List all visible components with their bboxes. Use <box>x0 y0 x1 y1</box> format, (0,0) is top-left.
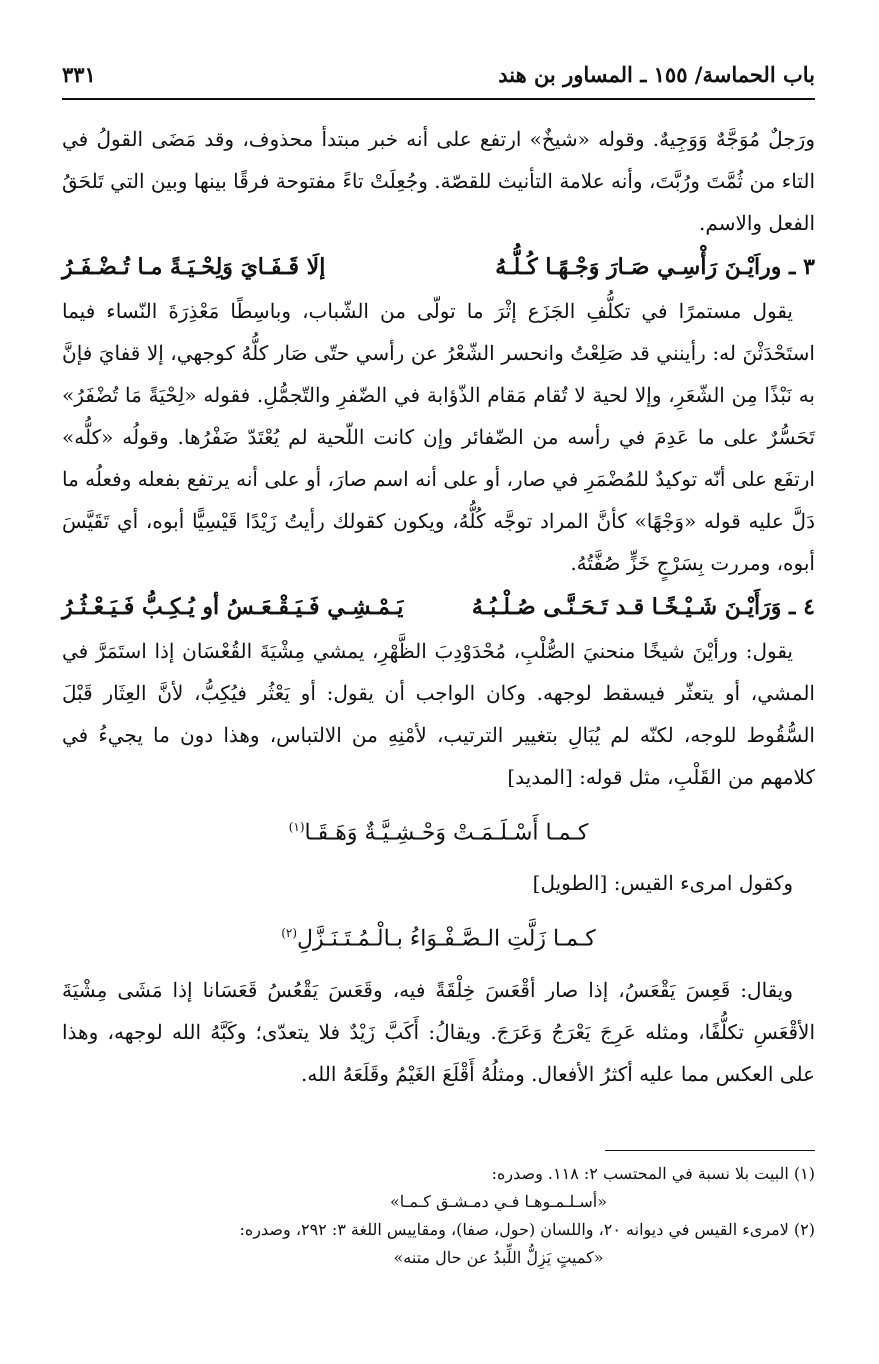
footnote-1-quote: «أسـلـمـوهـا فـي دمـشـق كـمـا» <box>389 1192 608 1211</box>
footnote-2-quote: «كميتٍ يَزِلُّ اللِّبدُ عن حال متنه» <box>393 1248 604 1267</box>
paragraph-4: وكقول امرىء القيس: [الطويل] <box>532 871 793 896</box>
main-text <box>62 118 815 1095</box>
page-number: ٣٣١ <box>62 62 96 87</box>
quoted-hemistich-2 <box>62 904 815 968</box>
quoted-hemistich-1-text: كـمـا أَسْـلَـمَـتْ وَحْـشِـيَّـةٌ وَهَـقَـا <box>304 820 589 846</box>
verse-3-second-hemistich: إلَا قَـفَـايَ وَلِحْـيَـةً مـا تُـضْـفَـرُ <box>62 254 326 280</box>
verse-3 <box>62 244 815 290</box>
verse-4 <box>62 584 815 630</box>
footnote-1: (١) البيت بلا نسبة في المحتسب ٢: ١١٨. وصدره: <box>491 1164 815 1183</box>
verse-4-second-hemistich: يَـمْـشِـي فَـيَـقْـعَـسُ أو يُـكِـبُّ فَـيَـعْـثُـرُ <box>62 594 404 620</box>
paragraph-3: يقول: ورأيْنَ شيخًا منحنيَ الصُّلْبِ، مُحْدَوْدِبَ الظَّهْرِ، يمشي مِشْيَةَ القُعْسَان إذا استَمَرَّ في المشي، أو يتعثّر فيسقط لوجهه. وكان الواجب أن يقول: أو يَعْثُر فيُكِبُّ، لأنَّ العِثَار قَبْلَ السُّقُوط للوجه، لكنّه لم يُبَالِ بتغيير الترتيب، لأمْنِهِ من الالتباس، وهذا دون ما يجيءُ في كلامهم من القَلْبِ، مثل قوله: [المديد] <box>62 639 815 789</box>
verse-4-first-hemistich: ٤ ـ وَرَأَيْـنَ شَـيْـخًـا قـد تَـحَـنَّـى صُـلْـبُـهُ <box>471 594 815 620</box>
paragraph-5: ويقال: قَعِسَ يَقْعَسُ، إذا صار أقْعَسَ خِلْقَةً فيه، وقَعَسَ يَقْعُسُ قَعَسَانا إذا مَشَى مِشْيَةَ الأقْعَسِ تكلُّفًا، ومثله عَرِجَ يَعْرَجُ وَعَرَجَ. ويقالُ: أَكَبَّ زَيْدٌ فلا يتعدّى؛ وكَبَّهُ الله لوجهه، وهذا على العكس مما عليه أكثرُ الأفعال. ومثلُهُ أَقْلَعَ الغَيْمُ وقَلَعَهُ الله. <box>62 977 815 1086</box>
chapter-title: باب الحماسة/ ١٥٥ ـ المساور بن هند <box>498 62 815 87</box>
footnotes <box>62 1160 815 1272</box>
quoted-hemistich-2-text: كـمـا زَلَّتِ الـصَّـفْـوَاءُ بـالْـمُـتَـنَـزَّلِ <box>297 926 596 952</box>
footnote-marker-1[interactable]: (١) <box>288 820 305 834</box>
footnote-marker-2[interactable]: (٢) <box>281 926 298 941</box>
verse-3-first-hemistich: ٣ ـ وراَيْـنَ رَأْسِـي صَـارَ وَجْـهًـا كُـلُّـهُ <box>495 254 815 280</box>
running-header <box>62 58 815 100</box>
footnote-separator <box>605 1150 815 1151</box>
paragraph-2: يقول مستمرًا في تكلُّفِ الجَزَع إثْرَ ما تولّى من الشّباب، وباسِطًا مَعْذِرَةَ النّساء فيما استَحْدَثْنَ له: رأينني قد صَلِعْتُ وانحسر الشّعْرُ عن رأسي حتّى صَار كلُّهُ كوجهي، إلا قفايَ فإنَّ به نَبْذًا مِن الشّعَرِ، وإلا لحية لا تُقام مَقام الذّؤابة في الضّفرِ والتّجمُّلِ. فقوله «لِحْيَةً مَا تُضْفَرُ» تَحَسُّرٌ على ما عَدِمَ في رأسه من الضّفائر وإن كانت اللّحية لم يُعْتَدّ ضَفْرُها. وقولُه «كلُّه» ارتفَع على أنّه توكيدٌ للمُضْمَرِ في صار، أو على أنه اسم صارَ، أو على أنه يرتفع بفعله وفعلُه ما دَلَّ عليه قوله «وَجْهًا» كأنَّ المراد توجَّه كُلُّهُ، ويكون كقولك رأيتُ زَيْدًا قَيْسِيًّا أبوه، أي تَقَيَّسَ أبوه، ومررت بِسَرْجٍ خَزٍّ صُفَّتُهُ. <box>62 299 815 575</box>
footnote-2: (٢) لامرىء القيس في ديوانه ٢٠، واللسان (حول، صفا)، ومقاييس اللغة ٣: ٢٩٢، وصدره: <box>239 1220 815 1239</box>
quoted-hemistich-1 <box>62 798 815 862</box>
paragraph-1: ورَجلٌ مُوَجَّهٌ وَوَجِيهٌ. وقوله «شيخٌ» ارتفع على أنه خبر مبتدأ محذوف، وقد مَضَى القولُ في التاء من ثُمَّتَ ورُبَّتَ، وأنه علامة التأنيث للقصّة. وجُعِلَتْ تاءً مفتوحة فرقًا بينها وبين التي تَلحَقُ الفعل والاسم. <box>62 127 815 235</box>
